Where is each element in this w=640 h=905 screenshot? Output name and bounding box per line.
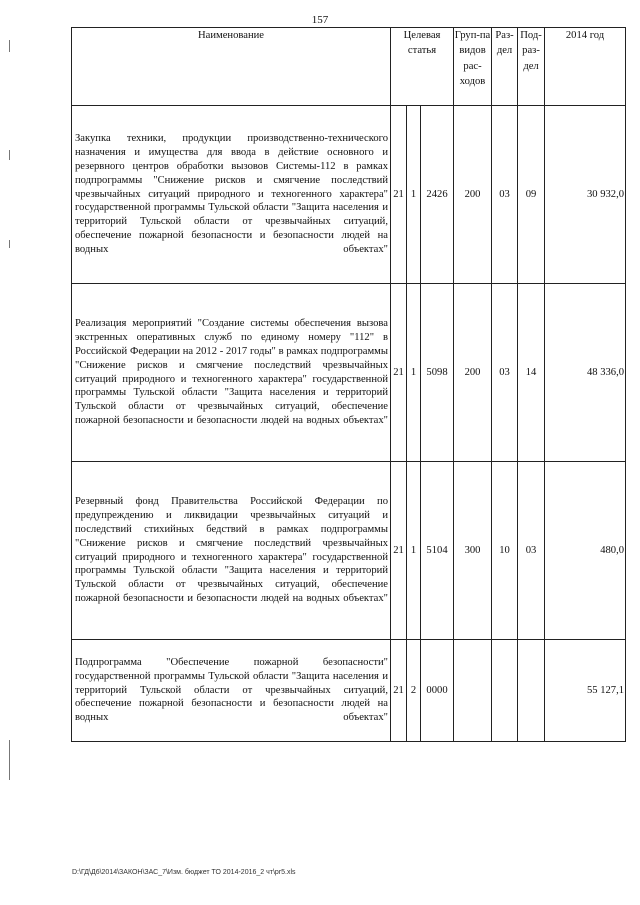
row-group: 200: [454, 284, 492, 462]
header-section: Раз-дел: [492, 28, 518, 106]
row-name: Подпрограмма "Обеспечение пожарной безопасности" государственной программы Тульской области "Защита населения и территорий Тульской области от чрезвычайных ситуаций, обеспечение пожарной безопасности и безопасности людей на водных объектах": [72, 640, 391, 742]
row-section: 03: [492, 106, 518, 284]
table-row: [72, 462, 626, 640]
table-row: [72, 106, 626, 284]
row-amount: 55 127,1: [545, 640, 626, 742]
row-code2: 1: [407, 106, 421, 284]
row-code1: 21: [391, 640, 407, 742]
row-name: Реализация мероприятий "Создание системы обеспечения вызова экстренных оперативных служб по единому номеру "112" в Российской Федерации на 2012 - 2017 годы" в рамках подпрограммы "Снижение рисков и смягчение последствий чрезвычайных ситуаций природного и техногенного характера" государственной программы Тульской области "Защита населения и территорий Тульской области от чрезвычайных ситуаций, обеспечение пожарной безопасности и безопасности людей на водных объектах": [72, 284, 391, 462]
row-code3: 2426: [421, 106, 454, 284]
row-subsection: 09: [518, 106, 545, 284]
row-subsection: 14: [518, 284, 545, 462]
file-path-footer: D:\ГД\Д6\2014\ЗАКОН\ЗАС_7\Изм. бюджет ТО 2014-2016_2 чт\pr5.xls: [72, 869, 296, 876]
page-number: 157: [311, 14, 329, 26]
row-section: 03: [492, 284, 518, 462]
header-subsection: Под-раз-дел: [518, 28, 545, 106]
row-name: Резервный фонд Правительства Российской Федерации по предупреждению и ликвидации чрезвычайных ситуаций и последствий стихийных бедствий в рамках подпрограммы "Снижение рисков и смягчение последствий чрезвычайных ситуаций природного и техногенного характера" государственной программы Тульской области "Защита населения и территорий Тульской области от чрезвычайных ситуаций, обеспечение пожарной безопасности и безопасности людей на водных объектах": [72, 462, 391, 640]
row-section: 10: [492, 462, 518, 640]
row-code3: 5098: [421, 284, 454, 462]
header-row: [72, 28, 626, 106]
budget-table: [71, 27, 626, 742]
row-code1: 21: [391, 106, 407, 284]
row-code2: 1: [407, 284, 421, 462]
row-code1: 21: [391, 284, 407, 462]
row-amount: 48 336,0: [545, 284, 626, 462]
row-code2: 1: [407, 462, 421, 640]
margin-mark: [9, 240, 10, 248]
table-row: [72, 284, 626, 462]
row-group: [454, 640, 492, 742]
row-section: [492, 640, 518, 742]
row-code1: 21: [391, 462, 407, 640]
row-subsection: 03: [518, 462, 545, 640]
header-group: Груп-па видов рас-ходов: [454, 28, 492, 106]
header-target-article: Целевая статья: [391, 28, 454, 106]
row-subsection: [518, 640, 545, 742]
margin-mark: [9, 40, 10, 52]
row-code3: 5104: [421, 462, 454, 640]
row-code3: 0000: [421, 640, 454, 742]
row-code2: 2: [407, 640, 421, 742]
row-group: 200: [454, 106, 492, 284]
margin-mark: [9, 150, 10, 160]
row-group: 300: [454, 462, 492, 640]
row-name: Закупка техники, продукции производственно-технического назначения и имущества для ввода в действие основного и резервного центров обработки вызовов Системы-112 в рамках подпрограммы "Снижение рисков и смягчение последствий чрезвычайных ситуаций природного и техногенного характера" государственной программы Тульской области "Защита населения и территорий Тульской области от чрезвычайных ситуаций, обеспечение пожарной безопасности и безопасности людей на водных объектах": [72, 106, 391, 284]
margin-mark: [9, 740, 10, 780]
row-amount: 30 932,0: [545, 106, 626, 284]
row-amount: 480,0: [545, 462, 626, 640]
header-year: 2014 год: [545, 28, 626, 106]
header-name: Наименование: [72, 28, 391, 106]
table-row: [72, 640, 626, 742]
